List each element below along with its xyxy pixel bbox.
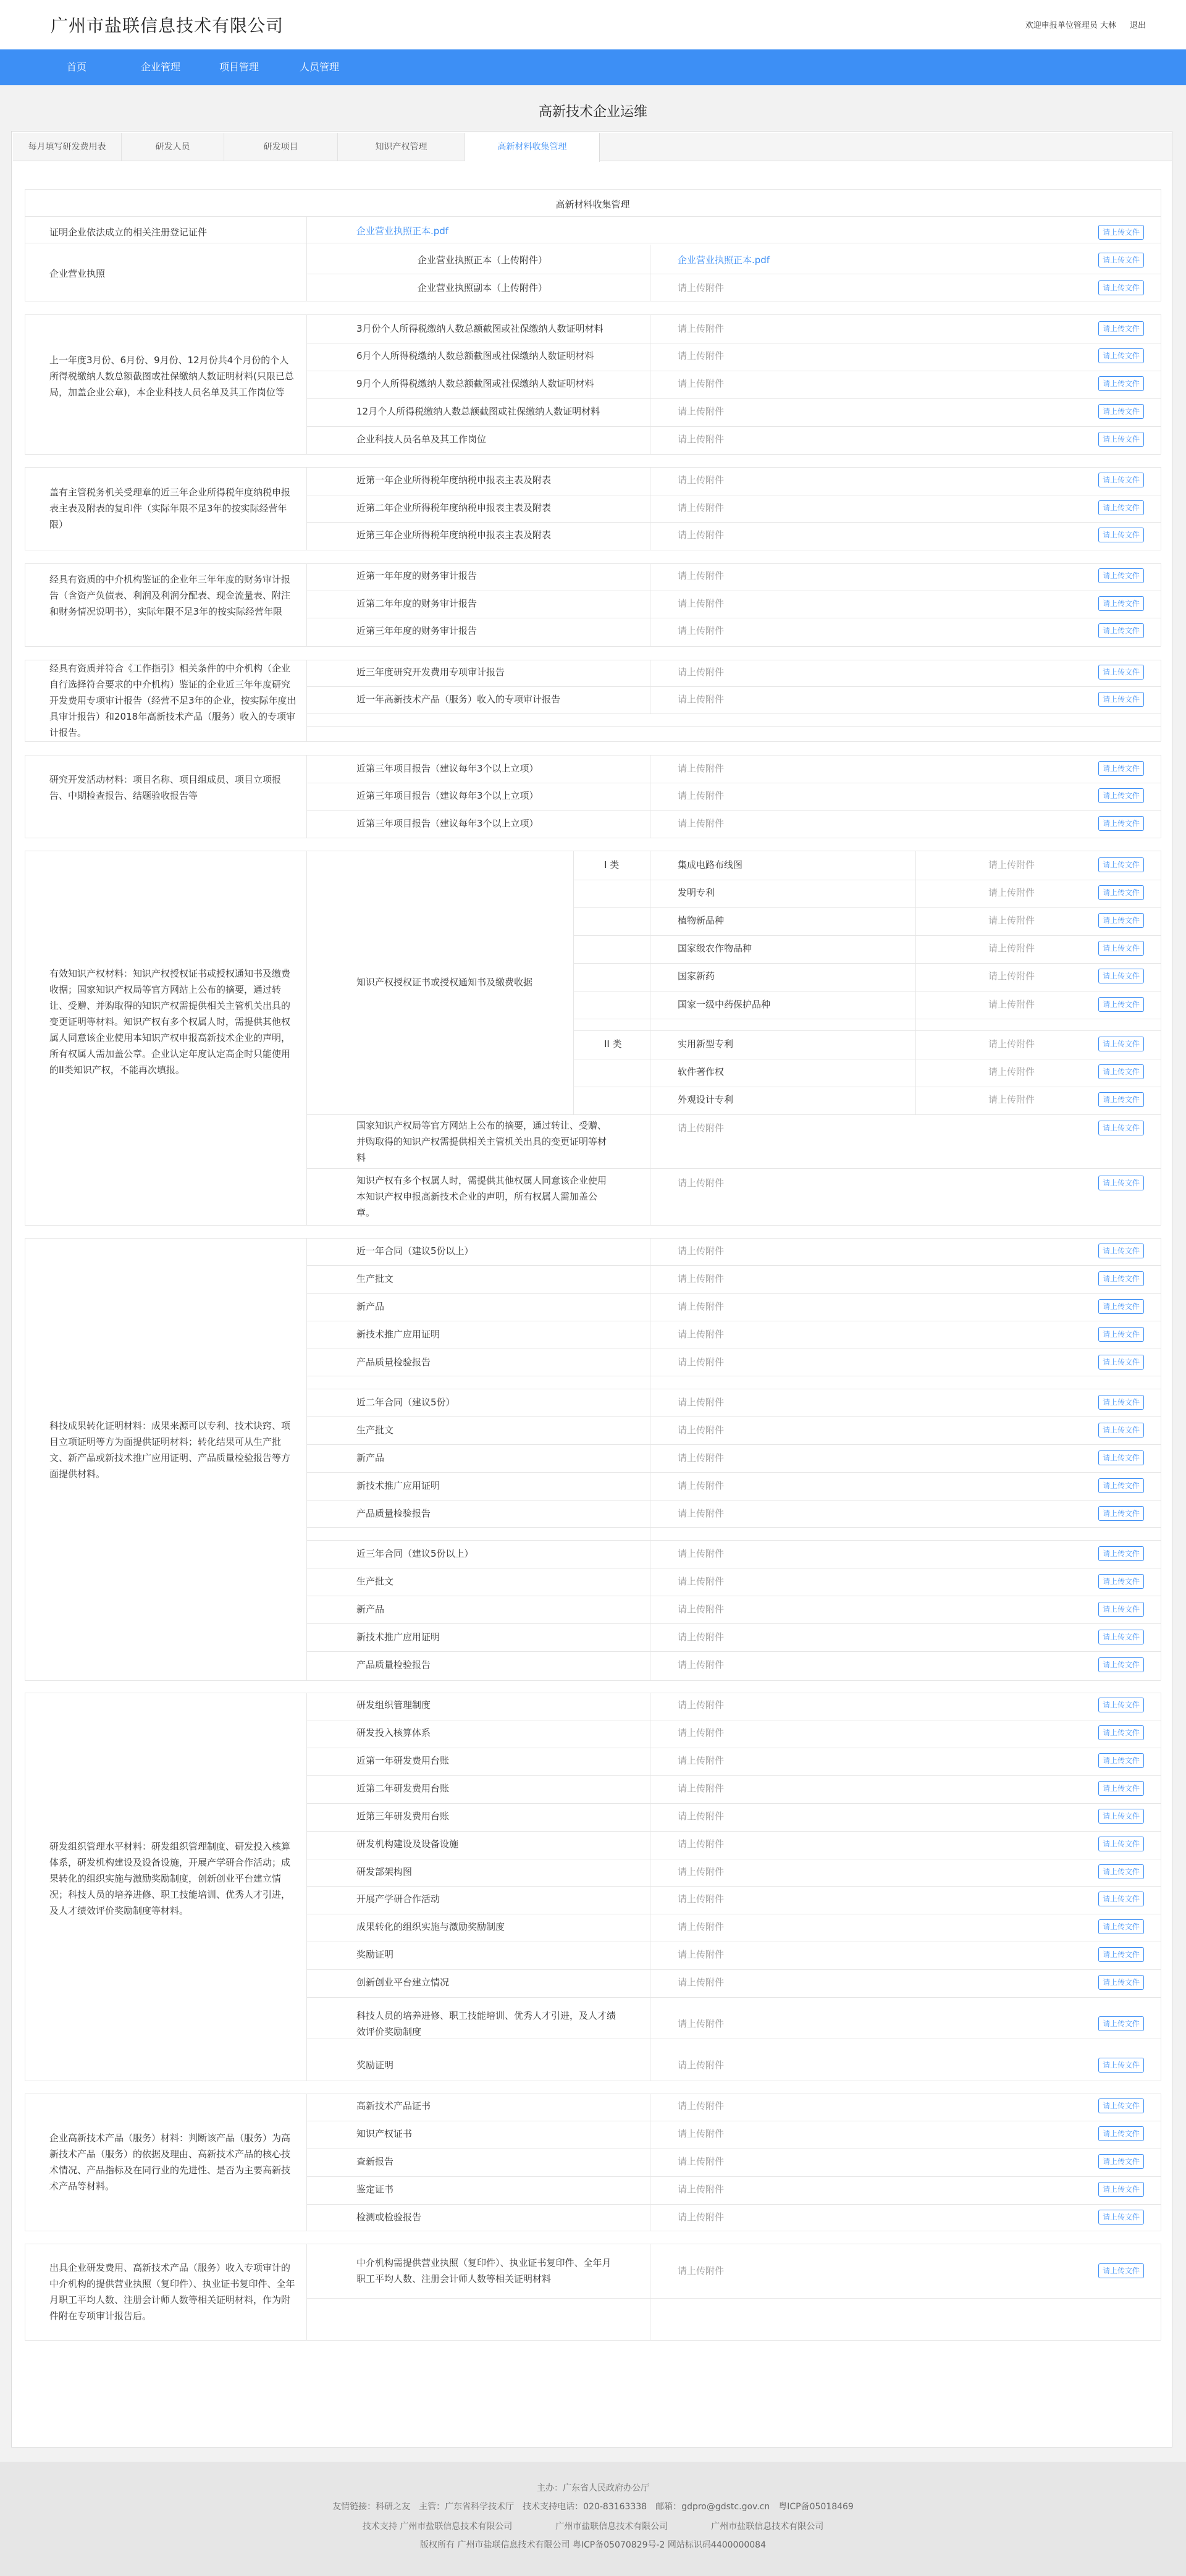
registration-label: 证明企业依法成立的相关注册登记证件	[49, 227, 208, 238]
attachment-placeholder: 请上传附件	[678, 1273, 725, 1284]
upload-button[interactable]: 请上传文件	[1098, 1602, 1144, 1617]
attachment-placeholder: 请上传附件	[678, 1508, 725, 1519]
upload-button[interactable]: 请上传文件	[1098, 1506, 1144, 1521]
upload-button[interactable]: 请上传文件	[1098, 1355, 1144, 1370]
row-divider	[306, 1775, 1161, 1776]
item-label: 新产品	[356, 1301, 385, 1312]
upload-button[interactable]: 请上传文件	[1098, 1423, 1144, 1437]
attachment-placeholder: 请上传附件	[678, 1755, 725, 1766]
upload-button[interactable]: 请上传文件	[1098, 253, 1144, 267]
ip-extra-label: 国家知识产权局等官方网站上公布的摘要，通过转让、受赠、并购取得的知识产权需提供相关主管机关出具的变更证明等材料	[356, 1120, 607, 1163]
upload-button[interactable]: 请上传文件	[1098, 885, 1144, 900]
item-label: 科技人员的培养进修、职工技能培训、优秀人才引进，及人才绩效评价奖励制度	[356, 2010, 616, 2037]
row-divider	[573, 935, 1161, 936]
attachment-placeholder: 请上传附件	[678, 1329, 725, 1340]
upload-button[interactable]: 请上传文件	[1098, 761, 1144, 776]
upload-button[interactable]: 请上传文件	[1098, 1698, 1144, 1712]
item-label: 3月份个人所得税缴纳人数总额截图或社保缴纳人数证明材料	[356, 323, 604, 334]
item-label: 6月个人所得税缴纳人数总额截图或社保缴纳人数证明材料	[356, 350, 594, 361]
item-label: 近一年合同（建议5份以上）	[356, 1245, 474, 1256]
row-divider	[25, 189, 1161, 190]
tax-group-label: 上一年度3月份、6月份、9月份、12月份共4个月份的个人所得税缴纳人数总额截图或社保缴纳人数证明材料(只限已总局，加盖企业公章)，本企业科技人员名单及其工作岗位等	[49, 355, 294, 398]
footer-copyright: 版权所有 广州市盐联信息技术有限公司 粤ICP备05070829号-2 网站标识码4400000084	[420, 2540, 766, 2550]
attachment-placeholder: 请上传附件	[988, 859, 1035, 870]
row-divider	[306, 1416, 1161, 1417]
registration-file[interactable]: 企业营业执照正本.pdf	[356, 225, 449, 237]
attachment-placeholder: 请上传附件	[678, 2265, 725, 2276]
attachment-placeholder: 请上传附件	[678, 282, 725, 293]
item-label: 高新技术产品证书	[356, 2100, 431, 2111]
item-label: 新技术推广应用证明	[356, 1480, 440, 1491]
row-divider	[306, 1803, 1161, 1804]
row-divider	[306, 1168, 1161, 1169]
attachment-placeholder: 请上传附件	[678, 570, 725, 581]
column-divider	[306, 851, 307, 1225]
upload-button[interactable]: 请上传文件	[1098, 528, 1144, 542]
attachment-placeholder: 请上传附件	[678, 1425, 725, 1436]
upload-button[interactable]: 请上传文件	[1098, 1947, 1144, 1962]
row-divider	[306, 726, 1161, 727]
attachment-placeholder: 请上传附件	[678, 2212, 725, 2223]
footer-host: 主办：广东省人民政府办公厅	[537, 2483, 649, 2493]
row-divider	[306, 713, 1161, 714]
upload-button[interactable]: 请上传文件	[1098, 941, 1144, 956]
row-divider	[25, 1225, 1161, 1226]
attachment-placeholder: 请上传附件	[678, 1727, 725, 1738]
transformation-group-label: 科技成果转化证明材料：成果来源可以专利、技术诀窍、项目立项证明等方为面提供证明材料；转化结果可从生产批文、新产品或新技术推广应用证明、产品质量检验报告等方面提供材料。	[49, 1420, 291, 1480]
attachment-placeholder: 请上传附件	[678, 667, 725, 678]
attachment-placeholder: 请上传附件	[678, 1699, 725, 1711]
column-divider	[306, 2244, 307, 2340]
row-divider	[306, 1444, 1161, 1445]
attachment-placeholder: 请上传附件	[678, 790, 725, 801]
upload-button[interactable]: 请上传文件	[1098, 2058, 1144, 2073]
item-label: 新产品	[356, 1452, 385, 1463]
row-divider	[25, 216, 1161, 217]
upload-button[interactable]: 请上传文件	[1098, 623, 1144, 638]
tab-ip[interactable]: 知识产权管理	[338, 133, 465, 161]
item-label: 近第三年项目报告（建议每年3个以上立项）	[356, 818, 539, 829]
ip-item-label: 外观设计专利	[678, 1094, 734, 1105]
logout-link[interactable]: 退出	[1129, 21, 1146, 30]
row-divider	[306, 1114, 1161, 1115]
column-divider	[306, 755, 307, 838]
column-divider	[306, 467, 307, 550]
attachment-placeholder: 请上传附件	[678, 1452, 725, 1463]
upload-button[interactable]: 请上传文件	[1098, 2210, 1144, 2225]
column-divider	[306, 216, 307, 243]
agency-group-label: 出具企业研发费用、高新技术产品（服务）收入专项审计的中介机构的提供营业执照（复印件）、执业证书复印件、全年月职工平均人数、注册会计师人数等相关证明材料，作为附件附在专项审计报告后。	[49, 2262, 295, 2321]
item-label: 奖励证明	[356, 1949, 394, 1960]
column-divider	[306, 2094, 307, 2231]
ip-group-label: 有效知识产权材料：知识产权授权证书或授权通知书及缴费收据；国家知识产权局等官方网站上公布的摘要，通过转让、受赠、并购取得的知识产权需提供相关主管机关出具的变更证明等材料。知识产权有多个权属人时，需提供其他权属人同意该企业使用本知识产权申报高新技术企业的声明，所有权属人需加盖公章。企业认定年度认定高企时只能使用的II类知识产权，不能再次填报。	[49, 968, 291, 1075]
row-divider	[306, 686, 1161, 687]
upload-button[interactable]: 请上传文件	[1098, 1753, 1144, 1768]
tab-rd-staff[interactable]: 研发人员	[122, 133, 224, 161]
item-label: 奖励证明	[356, 2060, 394, 2071]
attachment-placeholder: 请上传附件	[678, 818, 725, 829]
item-label: 新技术推广应用证明	[356, 1631, 440, 1643]
upload-button[interactable]: 请上传文件	[1098, 2016, 1144, 2031]
upload-button[interactable]: 请上传文件	[1098, 857, 1144, 872]
ip-item-label: 集成电路布线图	[678, 859, 743, 870]
upload-button[interactable]: 请上传文件	[1098, 1271, 1144, 1286]
upload-button[interactable]: 请上传文件	[1098, 1657, 1144, 1672]
upload-button[interactable]: 请上传文件	[1098, 280, 1144, 295]
tab-rd-project[interactable]: 研发项目	[224, 133, 338, 161]
row-divider	[25, 646, 1161, 647]
item-label: 生产批文	[356, 1576, 394, 1587]
upload-button[interactable]: 请上传文件	[1098, 1327, 1144, 1342]
footer-support: 技术支持 广州市盐联信息技术有限公司 广州市盐联信息技术有限公司 广州市盐联信息技术有限公司	[362, 2522, 824, 2532]
column-divider	[306, 563, 307, 646]
welcome-bar	[1019, 19, 1146, 30]
attachment-placeholder: 请上传附件	[678, 1977, 725, 1988]
item-label: 近第二年企业所得税年度纳税申报表主表及附表	[356, 502, 552, 513]
upload-button[interactable]: 请上传文件	[1098, 1037, 1144, 1051]
row-divider	[573, 1030, 1161, 1031]
item-label: 产品质量检验报告	[356, 1357, 431, 1368]
item-label: 近第三年年度的财务审计报告	[356, 625, 477, 636]
item-label: 中介机构需提供营业执照（复印件）、执业证书复印件、全年月职工平均人数、注册会计师人数等相关证明材料	[356, 2257, 612, 2284]
attachment-placeholder: 请上传附件	[678, 1397, 725, 1408]
main-panel	[11, 131, 1172, 2448]
row-divider	[306, 1500, 1161, 1501]
row-divider	[25, 467, 1161, 468]
attachment-placeholder: 请上传附件	[678, 625, 725, 636]
item-label: 9月个人所得税缴纳人数总额截图或社保缴纳人数证明材料	[356, 378, 594, 389]
item-label: 检测或检验报告	[356, 2212, 422, 2223]
attachment-placeholder: 请上传附件	[678, 1548, 725, 1559]
upload-button[interactable]: 请上传文件	[1098, 1244, 1144, 1258]
item-label: 近二年合同（建议5份）	[356, 1397, 455, 1408]
column-divider	[306, 1693, 307, 2081]
row-divider	[25, 563, 1161, 564]
item-label: 成果转化的组织实施与激励奖励制度	[356, 1921, 505, 1932]
row-divider	[306, 2204, 1161, 2205]
row-divider	[306, 1540, 1161, 1541]
row-divider	[25, 2340, 1161, 2341]
tab-materials[interactable]: 高新材料收集管理	[465, 133, 600, 162]
ip-class-2: II 类	[604, 1038, 622, 1050]
item-label: 近第三年研发费用台账	[356, 1811, 450, 1822]
tab-bar	[13, 133, 1172, 161]
upload-button[interactable]: 请上传文件	[1098, 665, 1144, 680]
attachment-placeholder: 请上传附件	[678, 1783, 725, 1794]
footer	[0, 2462, 1186, 2576]
attachment-placeholder: 请上传附件	[678, 529, 725, 541]
item-label: 研发投入核算体系	[356, 1727, 431, 1738]
attachment-placeholder: 请上传附件	[678, 763, 725, 774]
ip-item-label: 软件著作权	[678, 1066, 725, 1077]
upload-button[interactable]: 请上传文件	[1098, 997, 1144, 1012]
attachment-placeholder: 请上传附件	[678, 1604, 725, 1615]
upload-button[interactable]: 请上传文件	[1098, 404, 1144, 419]
column-divider	[306, 243, 307, 301]
upload-button[interactable]: 请上传文件	[1098, 692, 1144, 707]
upload-button[interactable]: 请上传文件	[1098, 2263, 1144, 2278]
column-divider	[306, 314, 307, 454]
item-label: 近第一年年度的财务审计报告	[356, 570, 477, 581]
upload-button[interactable]: 请上传文件	[1098, 788, 1144, 803]
item-label: 知识产权证书	[356, 2128, 413, 2139]
item-label: 企业科技人员名单及其工作岗位	[356, 434, 487, 445]
ip-item-label: 国家新药	[678, 970, 715, 982]
attachment-placeholder: 请上传附件	[988, 1094, 1035, 1105]
row-divider	[306, 1651, 1161, 1652]
upload-button[interactable]: 请上传文件	[1098, 1064, 1144, 1079]
nav-enterprise[interactable]: 企业管理	[141, 61, 181, 73]
row-divider	[573, 907, 1161, 908]
upload-button[interactable]: 请上传文件	[1098, 2182, 1144, 2197]
row-divider	[306, 398, 1161, 399]
ip-sub-label: 知识产权授权证书或授权通知书及缴费收据	[356, 977, 533, 988]
upload-button[interactable]: 请上传文件	[1098, 1725, 1144, 1740]
attachment-placeholder: 请上传附件	[678, 1480, 725, 1491]
upload-button[interactable]: 请上传文件	[1098, 1837, 1144, 1851]
row-divider	[306, 522, 1161, 523]
upload-button[interactable]: 请上传文件	[1098, 473, 1144, 487]
attachment-placeholder: 请上传附件	[678, 1866, 725, 1877]
main-nav	[0, 49, 1186, 85]
upload-button[interactable]: 请上传文件	[1098, 1892, 1144, 1906]
attachment-placeholder: 请上传附件	[678, 1893, 725, 1905]
item-label: 近第二年年度的财务审计报告	[356, 598, 477, 609]
attachment-placeholder: 请上传附件	[678, 434, 725, 445]
item-label: 鉴定证书	[356, 2184, 394, 2195]
upload-button[interactable]: 请上传文件	[1098, 225, 1144, 240]
row-divider	[306, 1997, 1161, 1998]
top-header	[0, 0, 1186, 49]
column-divider	[306, 1238, 307, 1680]
nav-project[interactable]: 项目管理	[219, 61, 259, 73]
upload-button[interactable]: 请上传文件	[1098, 321, 1144, 336]
item-label: 开展产学研合作活动	[356, 1893, 440, 1905]
attachment-placeholder: 请上传附件	[988, 1066, 1035, 1077]
item-label: 生产批文	[356, 1273, 394, 1284]
upload-button[interactable]: 请上传文件	[1098, 1975, 1144, 1990]
upload-button[interactable]: 请上传文件	[1098, 500, 1144, 515]
row-divider	[306, 1886, 1161, 1887]
row-divider	[25, 741, 1161, 742]
attachment-placeholder: 请上传附件	[678, 502, 725, 513]
page-title: 高新技术企业运维	[538, 104, 647, 120]
row-divider	[306, 1293, 1161, 1294]
row-divider	[306, 1623, 1161, 1624]
tab-monthly-rd[interactable]: 每月填写研发费用表	[13, 133, 122, 161]
attachment-placeholder: 请上传附件	[678, 694, 725, 705]
item-label: 近三年合同（建议5份以上）	[356, 1548, 474, 1559]
attachment-placeholder: 请上传附件	[678, 1811, 725, 1822]
attachment-placeholder: 请上传附件	[678, 1659, 725, 1670]
column-divider	[915, 851, 916, 1114]
attachment-placeholder: 请上传附件	[678, 1357, 725, 1368]
attachment-placeholder: 请上传附件	[988, 970, 1035, 982]
ip-item-label: 国家级农作物品种	[678, 943, 752, 954]
attachment-placeholder: 请上传附件	[678, 2128, 725, 2139]
welcome-text: 欢迎申报单位管理员 大林	[1025, 21, 1116, 30]
form-header: 高新材料收集管理	[555, 199, 630, 210]
attachment-placeholder: 请上传附件	[678, 1177, 725, 1189]
license-original-label: 企业营业执照正本（上传附件）	[418, 255, 548, 266]
upload-button[interactable]: 请上传文件	[1098, 1092, 1144, 1107]
upload-button[interactable]: 请上传文件	[1098, 432, 1144, 447]
column-divider	[306, 660, 307, 741]
row-divider	[306, 2176, 1161, 2177]
attachment-placeholder: 请上传附件	[988, 1038, 1035, 1050]
license-label: 企业营业执照	[49, 268, 106, 279]
attachment-placeholder: 请上传附件	[678, 1631, 725, 1643]
item-label: 近第一年研发费用台账	[356, 1755, 450, 1766]
rd-activity-group-label: 研究开发活动材料：项目名称、项目组成员、项目立项报告、中期检查报告、结题验收报告等	[49, 774, 282, 801]
upload-button[interactable]: 请上传文件	[1098, 2126, 1144, 2141]
item-label: 产品质量检验报告	[356, 1659, 431, 1670]
upload-button[interactable]: 请上传文件	[1098, 1450, 1144, 1465]
attachment-placeholder: 请上传附件	[678, 474, 725, 486]
attachment-placeholder: 请上传附件	[678, 1122, 725, 1134]
upload-button[interactable]: 请上传文件	[1098, 2154, 1144, 2169]
row-divider	[306, 1969, 1161, 1970]
upload-button[interactable]: 请上传文件	[1098, 1121, 1144, 1135]
upload-button[interactable]: 请上传文件	[1098, 1809, 1144, 1824]
attachment-placeholder: 请上传附件	[678, 2100, 725, 2111]
attachment-placeholder: 请上传附件	[678, 350, 725, 361]
item-label: 近第二年研发费用台账	[356, 1783, 450, 1794]
nav-home[interactable]: 首页	[67, 61, 87, 73]
item-label: 近第三年项目报告（建议每年3个以上立项）	[356, 763, 539, 774]
item-label: 近一年高新技术产品（服务）收入的专项审计报告	[356, 694, 561, 705]
upload-button[interactable]: 请上传文件	[1098, 1630, 1144, 1644]
attachment-placeholder: 请上传附件	[678, 1921, 725, 1932]
item-label: 创新创业平台建立情况	[356, 1977, 450, 1988]
item-label: 近第三年项目报告（建议每年3个以上立项）	[356, 790, 539, 801]
attachment-placeholder: 请上传附件	[678, 598, 725, 609]
row-divider	[25, 454, 1161, 455]
ip-item-label: 发明专利	[678, 887, 715, 898]
license-original-file[interactable]: 企业营业执照正本.pdf	[678, 255, 770, 266]
attachment-placeholder: 请上传附件	[678, 323, 725, 334]
item-label: 研发机构建设及设备设施	[356, 1838, 459, 1850]
upload-button[interactable]: 请上传文件	[1098, 348, 1144, 363]
upload-button[interactable]: 请上传文件	[1098, 2098, 1144, 2113]
row-divider	[573, 963, 1161, 964]
attachment-placeholder: 请上传附件	[678, 406, 725, 417]
row-divider	[306, 1472, 1161, 1473]
attachment-placeholder: 请上传附件	[678, 2018, 725, 2029]
license-copy-label: 企业营业执照副本（上传附件）	[418, 282, 548, 293]
upload-button[interactable]: 请上传文件	[1098, 969, 1144, 983]
upload-button[interactable]: 请上传文件	[1098, 1546, 1144, 1561]
row-divider	[306, 426, 1161, 427]
product-group-label: 企业高新技术产品（服务）材料：判断该产品（服务）为高新技术产品（服务）的依据及理由、高新技术产品的核心技术情况、产品指标及在同行业的先进性、是否为主要高新技术产品等材料。	[49, 2132, 291, 2192]
nav-personnel[interactable]: 人员管理	[300, 61, 340, 73]
upload-button[interactable]: 请上传文件	[1098, 1395, 1144, 1410]
row-divider	[25, 1238, 1161, 1239]
row-divider	[306, 2298, 1161, 2299]
row-divider	[306, 1265, 1161, 1266]
item-label: 产品质量检验报告	[356, 1508, 431, 1519]
company-name: 广州市盐联信息技术有限公司	[51, 15, 284, 36]
ip-item-label: 实用新型专利	[678, 1038, 734, 1050]
row-divider	[25, 1680, 1161, 1681]
upload-button[interactable]: 请上传文件	[1098, 1176, 1144, 1190]
upload-button[interactable]: 请上传文件	[1098, 816, 1144, 831]
management-group-label: 研发组织管理水平材料：研发组织管理制度、研发投入核算体系，研发机构建设及设备设施，开展产学研合作活动；成果转化的组织实施与激励奖励制度，创新创业平台建立情况；科技人员的培养进修、职工技能培训、优秀人才引进，及人才绩效评价奖励制度等材料。	[49, 1841, 291, 1916]
item-label: 近三年度研究开发费用专项审计报告	[356, 667, 505, 678]
item-label: 近第一年企业所得税年度纳税申报表主表及附表	[356, 474, 552, 486]
row-divider	[306, 1527, 1161, 1528]
upload-button[interactable]: 请上传文件	[1098, 376, 1144, 391]
upload-button[interactable]: 请上传文件	[1098, 1478, 1144, 1493]
footer-links: 友情链接：科研之友 主管：广东省科学技术厅 技术支持电话：020-83163338 邮箱：gdpro@gdstc.gov.cn 粤ICP备05018469	[332, 2502, 854, 2512]
attachment-placeholder: 请上传附件	[678, 1245, 725, 1256]
ip-item-label: 国家一级中药保护品种	[678, 999, 771, 1010]
upload-button[interactable]: 请上传文件	[1098, 1919, 1144, 1934]
upload-button[interactable]: 请上传文件	[1098, 1864, 1144, 1879]
attachment-placeholder: 请上传附件	[678, 1576, 725, 1587]
row-divider	[25, 755, 1161, 756]
item-label: 12月个人所得税缴纳人数总额截图或社保缴纳人数证明材料	[356, 406, 600, 417]
ip-class-1: I 类	[604, 859, 620, 870]
row-divider	[25, 314, 1161, 315]
upload-button[interactable]: 请上传文件	[1098, 568, 1144, 583]
row-divider	[306, 1831, 1161, 1832]
upload-button[interactable]: 请上传文件	[1098, 596, 1144, 611]
attachment-placeholder: 请上传附件	[988, 943, 1035, 954]
item-label: 新技术推广应用证明	[356, 1329, 440, 1340]
attachment-placeholder: 请上传附件	[678, 2060, 725, 2071]
item-label: 研发组织管理制度	[356, 1699, 431, 1711]
attachment-placeholder: 请上传附件	[678, 2184, 725, 2195]
column-divider	[573, 851, 574, 1114]
item-label: 近第三年企业所得税年度纳税申报表主表及附表	[356, 529, 552, 541]
upload-button[interactable]: 请上传文件	[1098, 913, 1144, 928]
attachment-placeholder: 请上传附件	[678, 1301, 725, 1312]
item-label: 生产批文	[356, 1425, 394, 1436]
upload-button[interactable]: 请上传文件	[1098, 1781, 1144, 1796]
upload-button[interactable]: 请上传文件	[1098, 1299, 1144, 1314]
item-label: 研发部架构图	[356, 1866, 413, 1877]
attachment-placeholder: 请上传附件	[678, 1949, 725, 1960]
attachment-placeholder: 请上传附件	[678, 378, 725, 389]
ip-extra-label: 知识产权有多个权属人时，需提供其他权属人同意该企业使用本知识产权申报高新技术企业的声明，所有权属人需加盖公章。	[356, 1175, 607, 1218]
attachment-placeholder: 请上传附件	[988, 915, 1035, 926]
upload-button[interactable]: 请上传文件	[1098, 1574, 1144, 1589]
rd-audit-group-label: 经具有资质并符合《工作指引》相关条件的中介机构（企业自行选择符合要求的中介机构）鉴证的企业近三年年度研究开发费用专项审计报告（经营不足3年的企业，按实际年度出具审计报告）和2018年高新技术产品（服务）收入的专项审计报告。	[49, 663, 296, 738]
attachment-placeholder: 请上传附件	[988, 999, 1035, 1010]
attachment-placeholder: 请上传附件	[678, 1838, 725, 1850]
tax-return-group-label: 盖有主管税务机关受理章的近三年企业所得税年度纳税申报表主表及附表的复印件（实际年限不足3年的按实际经营年限）	[49, 487, 291, 530]
attachment-placeholder: 请上传附件	[988, 887, 1035, 898]
ip-item-label: 植物新品种	[678, 915, 725, 926]
attachment-placeholder: 请上传附件	[678, 2156, 725, 2167]
item-label: 新产品	[356, 1604, 385, 1615]
audit-group-label: 经具有资质的中介机构鉴证的企业年三年年度的财务审计报告（含资产负债表、利润及利润分配表、现金流量表、附注和财务情况说明书），实际年限不足3年的按实际经营年限	[49, 574, 291, 617]
item-label: 查新报告	[356, 2156, 394, 2167]
row-divider	[306, 810, 1161, 811]
